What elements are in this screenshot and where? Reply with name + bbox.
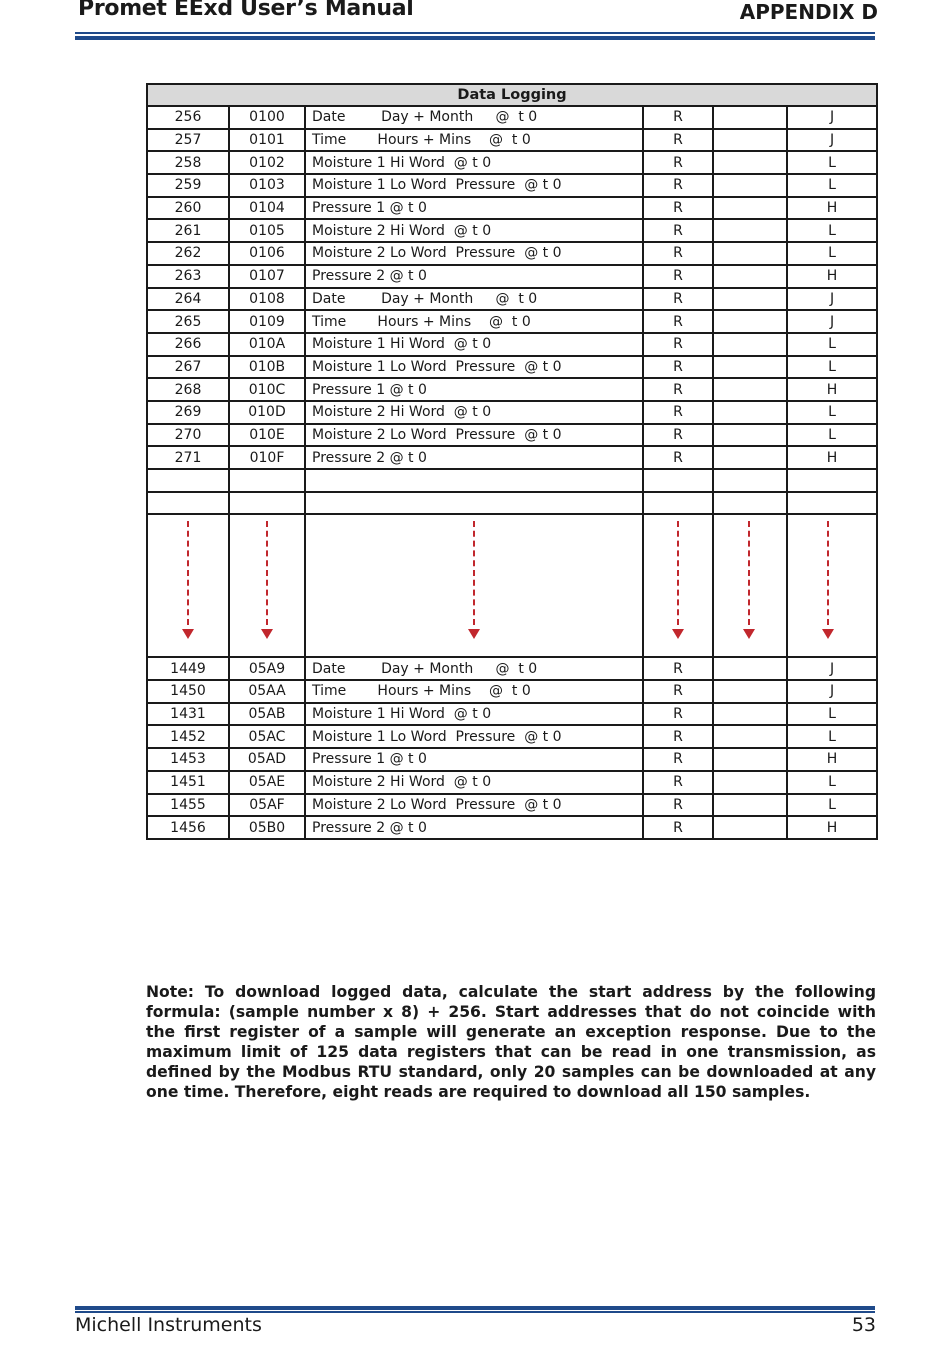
table-cell: 259 (147, 174, 229, 197)
table-row (147, 680, 877, 703)
continuation-cell (713, 514, 787, 657)
table-cell: 010C (229, 378, 305, 401)
table-cell: L (787, 401, 877, 424)
table-cell (713, 748, 787, 771)
table-cell: Time Hours + Mins @ t 0 (305, 129, 643, 152)
table-cell (305, 492, 643, 515)
table-cell (787, 469, 877, 492)
table-row (147, 356, 877, 379)
table-cell: 0109 (229, 310, 305, 333)
table-cell: J (787, 657, 877, 680)
table-cell: H (787, 378, 877, 401)
data-logging-table (146, 83, 878, 840)
table-row (147, 703, 877, 726)
table-cell: 010A (229, 333, 305, 356)
table-cell: R (643, 310, 713, 333)
table-cell: Pressure 1 @ t 0 (305, 197, 643, 220)
table-cell: R (643, 333, 713, 356)
table-cell: J (787, 680, 877, 703)
table-cell (713, 703, 787, 726)
table-cell: Pressure 1 @ t 0 (305, 378, 643, 401)
table-row (147, 794, 877, 817)
continuation-cell (147, 514, 229, 657)
table-cell (713, 657, 787, 680)
table-cell: L (787, 424, 877, 447)
table-cell: Moisture 2 Lo Word Pressure @ t 0 (305, 424, 643, 447)
dashed-down-arrow-icon (743, 521, 755, 639)
table-cell: 265 (147, 310, 229, 333)
table-row (147, 288, 877, 311)
table-row (147, 771, 877, 794)
table-cell: 010D (229, 401, 305, 424)
table-cell: Pressure 2 @ t 0 (305, 816, 643, 839)
footer-rule-thin (75, 1311, 875, 1313)
table-cell (713, 446, 787, 469)
table-cell: 010B (229, 356, 305, 379)
table-cell (713, 151, 787, 174)
table-cell (713, 333, 787, 356)
continuation-cell (643, 514, 713, 657)
continuation-cell (787, 514, 877, 657)
table-cell: 1455 (147, 794, 229, 817)
table-cell: 258 (147, 151, 229, 174)
table-cell: R (643, 129, 713, 152)
table-cell: R (643, 174, 713, 197)
table-cell: L (787, 333, 877, 356)
table-cell: 270 (147, 424, 229, 447)
table-cell: R (643, 197, 713, 220)
table-row (147, 657, 877, 680)
table-cell: 266 (147, 333, 229, 356)
continuation-row (147, 514, 877, 657)
table-cell (713, 378, 787, 401)
table-cell: R (643, 703, 713, 726)
table-cell: 1453 (147, 748, 229, 771)
table-cell (713, 424, 787, 447)
table-cell: H (787, 816, 877, 839)
table-cell: Moisture 2 Lo Word Pressure @ t 0 (305, 242, 643, 265)
table-cell: 262 (147, 242, 229, 265)
table-cell: 05AD (229, 748, 305, 771)
table-cell (713, 356, 787, 379)
table-cell: 0107 (229, 265, 305, 288)
table-title-row (147, 84, 877, 106)
header-rule-thin (75, 32, 875, 34)
table-row (147, 106, 877, 129)
table-cell: Pressure 2 @ t 0 (305, 265, 643, 288)
table-cell: 1452 (147, 725, 229, 748)
table-title: Data Logging (147, 84, 877, 106)
header-rule-thick (75, 36, 875, 40)
table-cell (713, 129, 787, 152)
table-cell: L (787, 219, 877, 242)
table-cell: 0103 (229, 174, 305, 197)
table-row (147, 469, 877, 492)
table-cell (787, 492, 877, 515)
table-cell: 269 (147, 401, 229, 424)
table-cell: 05B0 (229, 816, 305, 839)
table-cell: H (787, 748, 877, 771)
table-row (147, 151, 877, 174)
table-cell: Moisture 1 Lo Word Pressure @ t 0 (305, 356, 643, 379)
table-cell (713, 310, 787, 333)
table-cell: Time Hours + Mins @ t 0 (305, 680, 643, 703)
table-cell: 268 (147, 378, 229, 401)
table-cell: Moisture 1 Hi Word @ t 0 (305, 703, 643, 726)
appendix-label: APPENDIX D (739, 0, 878, 24)
table-cell (713, 816, 787, 839)
table-cell: J (787, 129, 877, 152)
table-row (147, 129, 877, 152)
table-row (147, 424, 877, 447)
table-cell: 271 (147, 446, 229, 469)
table-cell (713, 288, 787, 311)
table-cell: 05AB (229, 703, 305, 726)
table-row (147, 174, 877, 197)
table-cell: 261 (147, 219, 229, 242)
table-cell (643, 492, 713, 515)
table-cell (713, 106, 787, 129)
table-cell: 267 (147, 356, 229, 379)
table-cell: 05AA (229, 680, 305, 703)
table-cell: R (643, 816, 713, 839)
table-cell: 264 (147, 288, 229, 311)
table-cell: R (643, 424, 713, 447)
table-cell: 0101 (229, 129, 305, 152)
table-cell: 0106 (229, 242, 305, 265)
table-cell: Moisture 2 Hi Word @ t 0 (305, 219, 643, 242)
table-cell (713, 219, 787, 242)
table-cell: 05AF (229, 794, 305, 817)
table-cell: L (787, 771, 877, 794)
table-cell (713, 469, 787, 492)
dashed-down-arrow-icon (182, 521, 194, 639)
table-cell: L (787, 242, 877, 265)
note-paragraph: Note: To download logged data, calculate the start address by the following formula: (sample number x 8) + 256. Start addresses that do not coincide with the first register of a sample will generate an exception response. Due to the maximum limit of 125 data registers that can be read in one transmission, as defined by the Modbus RTU standard, only 20 samples can be downloaded at any one time. Therefore, eight reads are required to download all 150 samples. (146, 983, 876, 1101)
table-row (147, 401, 877, 424)
table-cell: 257 (147, 129, 229, 152)
table-cell: 0105 (229, 219, 305, 242)
table-row (147, 333, 877, 356)
table-cell: J (787, 310, 877, 333)
table-cell (713, 401, 787, 424)
table-cell (229, 469, 305, 492)
table-cell: Moisture 1 Hi Word @ t 0 (305, 151, 643, 174)
table-row (147, 265, 877, 288)
table-cell: L (787, 703, 877, 726)
table-cell: R (643, 288, 713, 311)
table-cell: 1449 (147, 657, 229, 680)
table-cell: Pressure 2 @ t 0 (305, 446, 643, 469)
table-cell (643, 469, 713, 492)
table-cell: R (643, 378, 713, 401)
table-cell: R (643, 356, 713, 379)
table-cell: H (787, 446, 877, 469)
table-cell: J (787, 288, 877, 311)
table-row (147, 310, 877, 333)
dashed-down-arrow-icon (468, 521, 480, 639)
table-cell: R (643, 771, 713, 794)
table-cell: 010F (229, 446, 305, 469)
table-cell: Moisture 2 Hi Word @ t 0 (305, 771, 643, 794)
table-cell: 1450 (147, 680, 229, 703)
table-cell: R (643, 748, 713, 771)
table-cell: 0104 (229, 197, 305, 220)
table-cell: R (643, 265, 713, 288)
table-cell (713, 265, 787, 288)
footer-rule-thick (75, 1306, 875, 1310)
table-cell: Moisture 1 Lo Word Pressure @ t 0 (305, 725, 643, 748)
table-row (147, 219, 877, 242)
table-cell: 1456 (147, 816, 229, 839)
table-cell (305, 469, 643, 492)
table-cell: L (787, 794, 877, 817)
table-cell: 0108 (229, 288, 305, 311)
table-row (147, 816, 877, 839)
table-cell: R (643, 446, 713, 469)
table-cell: Moisture 2 Lo Word Pressure @ t 0 (305, 794, 643, 817)
table-cell: Date Day + Month @ t 0 (305, 288, 643, 311)
table-cell: 260 (147, 197, 229, 220)
table-cell: H (787, 265, 877, 288)
dashed-down-arrow-icon (822, 521, 834, 639)
table-cell: J (787, 106, 877, 129)
table-cell: 0102 (229, 151, 305, 174)
continuation-cell (229, 514, 305, 657)
table-cell (147, 469, 229, 492)
table-cell: R (643, 106, 713, 129)
table-cell: 256 (147, 106, 229, 129)
table-cell: 0100 (229, 106, 305, 129)
table-cell: Moisture 2 Hi Word @ t 0 (305, 401, 643, 424)
table-cell: R (643, 401, 713, 424)
table-cell (147, 492, 229, 515)
table-row (147, 446, 877, 469)
table-cell: R (643, 242, 713, 265)
table-cell: R (643, 725, 713, 748)
table-cell (713, 174, 787, 197)
table-row (147, 378, 877, 401)
table-cell: 263 (147, 265, 229, 288)
table-cell: R (643, 794, 713, 817)
table-cell: 1431 (147, 703, 229, 726)
table-cell: L (787, 174, 877, 197)
table-row (147, 242, 877, 265)
table-cell (713, 492, 787, 515)
table-cell: Time Hours + Mins @ t 0 (305, 310, 643, 333)
table-cell (713, 725, 787, 748)
table-cell: L (787, 356, 877, 379)
table-cell: 1451 (147, 771, 229, 794)
manual-title: Promet EExd User’s Manual (78, 0, 414, 21)
table-cell: Moisture 1 Hi Word @ t 0 (305, 333, 643, 356)
dashed-down-arrow-icon (672, 521, 684, 639)
footer-company: Michell Instruments (75, 1314, 262, 1336)
table-cell: R (643, 680, 713, 703)
table-cell (713, 197, 787, 220)
table-row (147, 492, 877, 515)
table-cell: Pressure 1 @ t 0 (305, 748, 643, 771)
table-cell (713, 242, 787, 265)
table-row (147, 725, 877, 748)
table-cell: L (787, 151, 877, 174)
continuation-cell (305, 514, 643, 657)
table-cell: L (787, 725, 877, 748)
table-cell: Date Day + Month @ t 0 (305, 657, 643, 680)
page-number: 53 (851, 1314, 876, 1336)
table-cell (713, 771, 787, 794)
table-row (147, 748, 877, 771)
table-cell: 010E (229, 424, 305, 447)
table-cell: R (643, 657, 713, 680)
dashed-down-arrow-icon (261, 521, 273, 639)
table-cell: R (643, 151, 713, 174)
table-cell (229, 492, 305, 515)
table-cell: Date Day + Month @ t 0 (305, 106, 643, 129)
table-cell: 05A9 (229, 657, 305, 680)
table-cell: 05AE (229, 771, 305, 794)
table-cell: H (787, 197, 877, 220)
table-cell: 05AC (229, 725, 305, 748)
table-cell: R (643, 219, 713, 242)
table-cell (713, 794, 787, 817)
table-row (147, 197, 877, 220)
table-cell (713, 680, 787, 703)
table-cell: Moisture 1 Lo Word Pressure @ t 0 (305, 174, 643, 197)
